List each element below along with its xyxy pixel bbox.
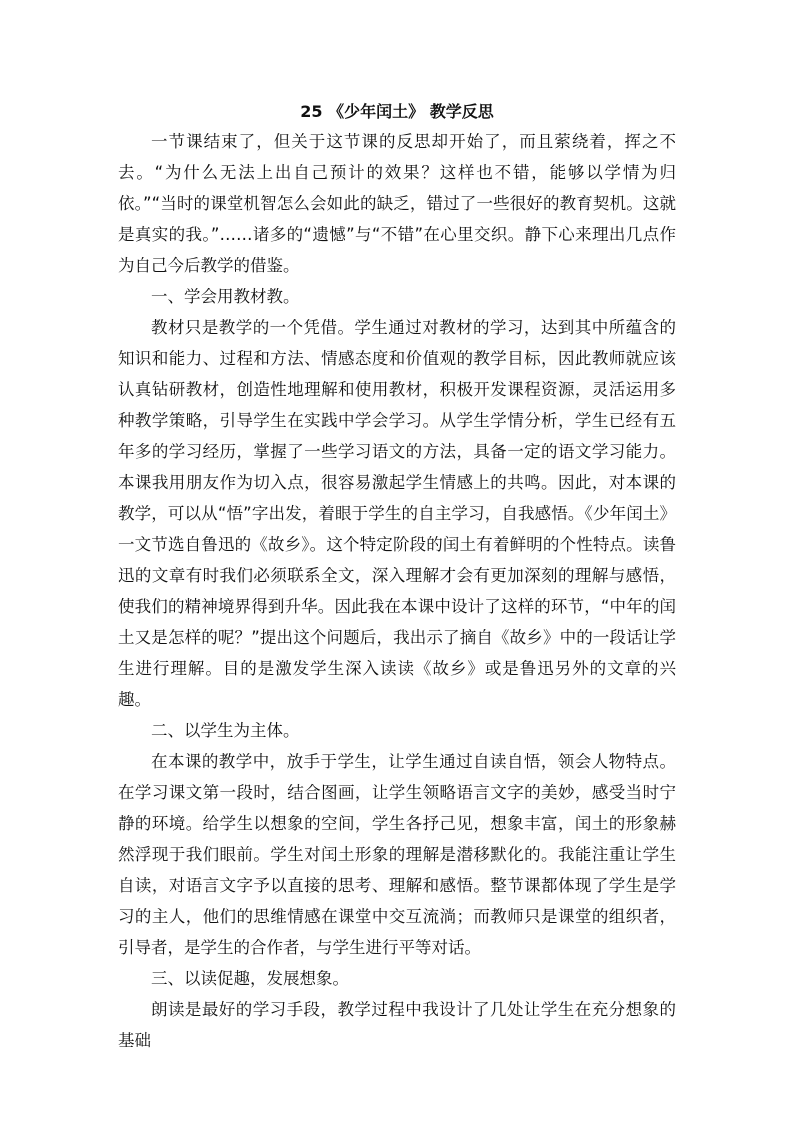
section-2-paragraph: 在本课的教学中，放手于学生，让学生通过自读自悟，领会人物特点。在学习课文第一段时，结合图画，让学生领略语言文字的美妙，感受当时宁静的环境。给学生以想象的空间，学生各抒己见，想象丰富，闰土的形象赫然浮现于我们眼前。学生对闰土形象的理解是潜移默化的。我能注重让学生自读，对语言文字予以直接的思考、理解和感悟。整节课都体现了学生是学习的主人，他们的思维情感在课堂中交互流淌；而教师只是课堂的组织者，引导者，是学生的合作者，与学生进行平等对话。	[118, 752, 676, 957]
section-heading-1: 一、学会用教材教。	[151, 287, 300, 306]
section-3-paragraph: 朗读是最好的学习手段，教学过程中我设计了几处让学生在充分想象的基础	[118, 1000, 676, 1050]
document-title: 25 《少年闰土》 教学反思	[300, 102, 494, 121]
intro-paragraph: 一节课结束了，但关于这节课的反思却开始了，而且萦绕着，挥之不去。“为什么无法上出自己预计的效果？这样也不错，能够以学情为归依。”“当时的课堂机智怎么会如此的缺乏，错过了一些很好的教育契机。这就是真实的我。”……诸多的“遗憾”与“不错”在心里交织。静下心来理出几点作为自己今后教学的借鉴。	[118, 132, 676, 275]
section-heading-3: 三、以读促趣，发展想象。	[151, 969, 349, 988]
section-heading-2: 二、以学生为主体。	[151, 721, 300, 740]
section-1-paragraph: 教材只是教学的一个凭借。学生通过对教材的学习，达到其中所蕴含的知识和能力、过程和方法、情感态度和价值观的教学目标，因此教师就应该认真钻研教材，创造性地理解和使用教材，积极开发课程资源，灵活运用多种教学策略，引导学生在实践中学会学习。从学生学情分析，学生已经有五年多的学习经历，掌握了一些学习语文的方法，具备一定的语文学习能力。本课我用朋友作为切入点，很容易激起学生情感上的共鸣。因此，对本课的教学，可以从“悟”字出发，着眼于学生的自主学习，自我感悟。《少年闰土》一文节选自鲁迅的《故乡》。这个特定阶段的闰土有着鲜明的个性特点。读鲁迅的文章有时我们必须联系全文，深入理解才会有更加深刻的理解与感悟，使我们的精神境界得到升华。因此我在本课中设计了这样的环节，“中年的闰土又是怎样的呢？”提出这个问题后，我出示了摘自《故乡》中的一段话让学生进行理解。目的是激发学生深入读读《故乡》或是鲁迅另外的文章的兴趣。	[118, 318, 676, 709]
document-body	[118, 98, 676, 1056]
